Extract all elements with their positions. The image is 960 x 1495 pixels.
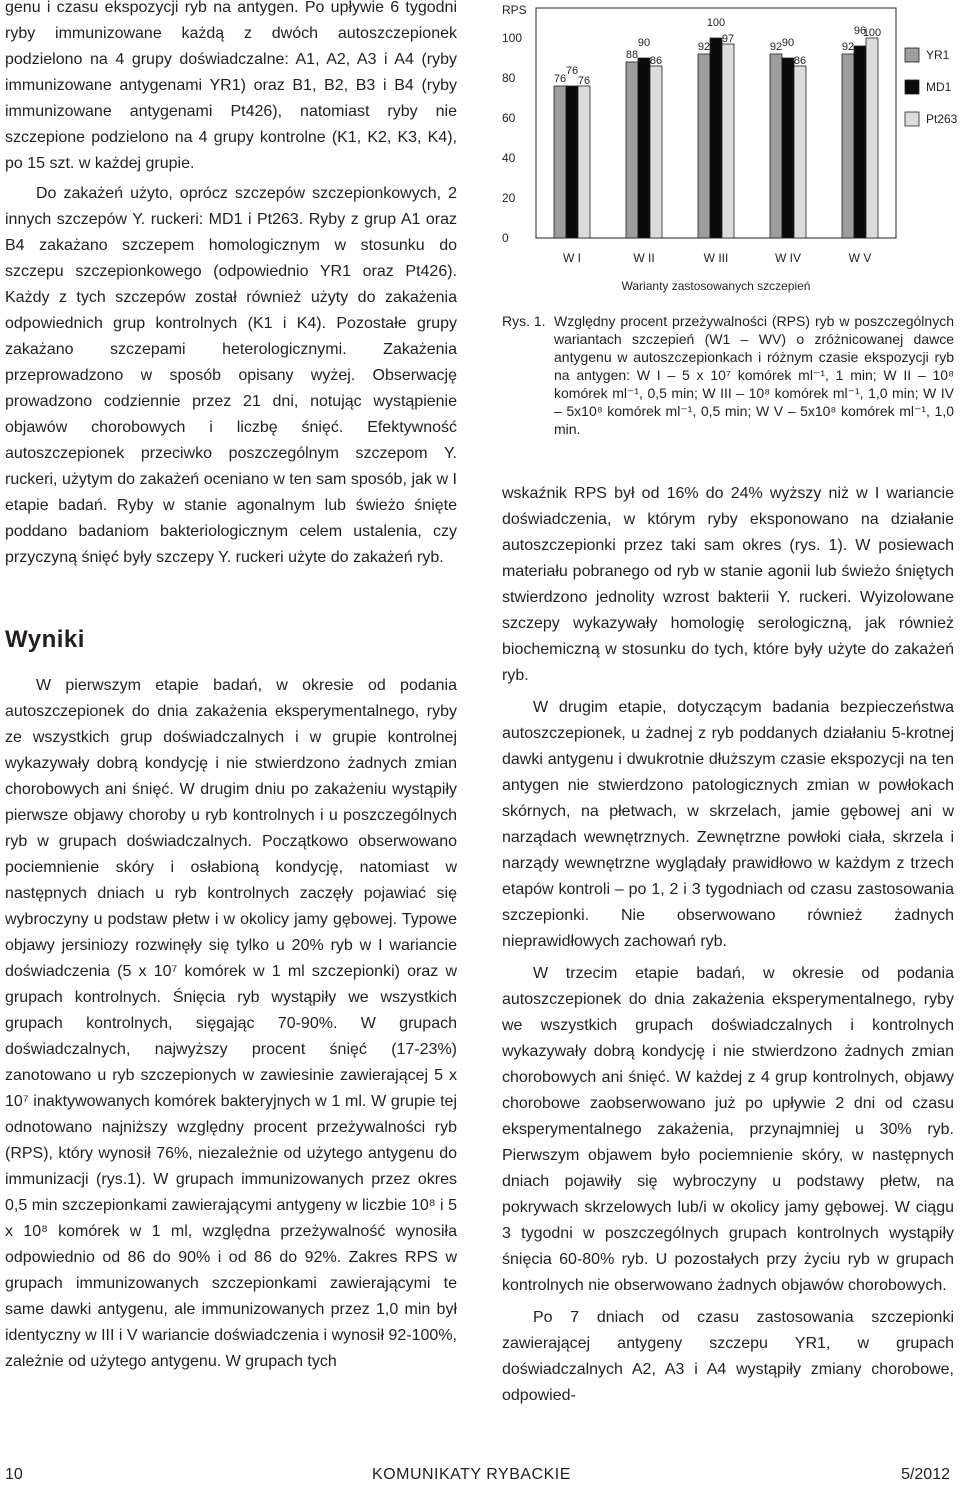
y-tick-label: 80 bbox=[502, 71, 516, 85]
legend-label-pt263: Pt263 bbox=[926, 112, 958, 126]
caption-text: Względny procent przeżywalności (RPS) ryb w poszczególnych wariantach szczepień (W1 – WV) o zróżnicowanej dawce antygenu w autoszczepionkach i różnym czasie ekspozycji ryb na antygen: W I – 5 x 10⁷ komórek ml⁻¹, 1 min; W II – 10⁸ komórek ml⁻¹, 0,5 min; W III – 10⁸ komórek ml⁻¹, 1,0 min; W IV – 5x10⁸ komórek ml⁻¹, 0,5 min; W V – 5x10⁸ komórek ml⁻¹, 1,0 min. bbox=[554, 313, 954, 437]
legend-swatch-pt263 bbox=[905, 112, 919, 126]
results-column bbox=[5, 673, 457, 1375]
right-paragraph-4: Po 7 dniach od czasu zastosowania szczepionki zawierającej antygeny szczepu YR1, w grupach doświadczalnych A2, A3 i A4 wystąpiły zmiany chorobowe, odpowied- bbox=[502, 1309, 954, 1404]
intro-paragraph-1: genu i czasu ekspozycji ryb na antygen. Po upływie 6 tygodni ryby immunizowane każdą z dwóch autoszczepionek podzielono na 4 grupy doświadczalne: A1, A2, A3 i A4 (ryby immunizowane antygenami YR1) oraz B1, B2, B3 i B4 (ryby immunizowane antygenami Pt426), natomiast ryby nie szczepione podzielono na 4 grupy kontrolne (K1, K2, K3, K4), po 15 szt. w każdej grupie. bbox=[5, 0, 457, 172]
bar-md1-0 bbox=[566, 86, 578, 238]
bar-md1-2 bbox=[710, 38, 722, 238]
bar-yr1-2 bbox=[698, 54, 710, 238]
right-column bbox=[502, 481, 954, 1409]
data-label: 76 bbox=[577, 75, 591, 87]
x-tick-label: W II bbox=[633, 251, 655, 265]
legend-label-yr1: YR1 bbox=[926, 48, 950, 62]
right-paragraph-1: wskaźnik RPS był od 16% do 24% wyższy niż w I wariancie doświadczenia, w którym ryby eksponowano na działanie autoszczepionki przez taki sam okres (rys. 1). W posiewach materiału pobranego od ryb w stanie agonii lub świeżo śniętych stwierdzono jednolity wzrost bakterii Y. ruckeri. Wyizolowane szczepy wykazywały homologię serologiczną, jak również biochemiczną w stosunku do tych, które były użyte do zakażeń ryb. bbox=[502, 485, 954, 684]
data-label: 88 bbox=[625, 49, 639, 61]
bar-yr1-4 bbox=[842, 54, 854, 238]
legend-swatch-yr1 bbox=[905, 48, 919, 62]
figure-caption bbox=[502, 312, 954, 438]
y-tick-label: 0 bbox=[502, 231, 509, 245]
data-label: 86 bbox=[793, 55, 807, 67]
page-number: 10 bbox=[5, 1466, 23, 1483]
data-label: 100 bbox=[862, 27, 882, 39]
y-axis-label: RPS bbox=[502, 3, 527, 17]
data-label: 92 bbox=[841, 41, 855, 53]
legend-label-md1: MD1 bbox=[926, 80, 952, 94]
x-axis-label: Warianty zastosowanych szczepień bbox=[621, 279, 811, 293]
bar-pt263-3 bbox=[794, 66, 806, 238]
data-label: 76 bbox=[553, 73, 567, 85]
data-label: 96 bbox=[853, 25, 867, 37]
data-label: 76 bbox=[565, 65, 579, 77]
bar-pt263-2 bbox=[722, 44, 734, 238]
journal-name: KOMUNIKATY RYBACKIE bbox=[372, 1466, 571, 1483]
data-label: 86 bbox=[649, 55, 663, 67]
y-tick-label: 40 bbox=[502, 151, 516, 165]
data-label: 92 bbox=[769, 41, 783, 53]
y-tick-label: 100 bbox=[502, 31, 523, 45]
journal-issue: 5/2012 bbox=[901, 1466, 950, 1483]
left-column bbox=[5, 0, 457, 571]
right-paragraph-2: W drugim etapie, dotyczącym badania bezpieczeństwa autoszczepionek, u żadnej z ryb poddanych działaniu 5-krotnej dawki antygenu i dwukrotnie dłuższym czasie ekspozycji na ten antygen nie stwierdzono patologicznych zmian w powłokach skórnych, na płetwach, w skrzelach, jamie gębowej ani w narządach wewnętrznych. Zewnętrzne powłoki ciała, skrzela i narządy wewnętrzne wyglądały prawidłowo w każdym z trzech etapów kontroli – po 1, 2 i 3 tygodniach od czasu zastosowania szczepionki. Nie obserwowano również żadnych nieprawidłowych zachowań ryb. bbox=[502, 699, 954, 950]
x-tick-label: W IV bbox=[775, 251, 801, 265]
bar-pt263-0 bbox=[578, 86, 590, 238]
caption-number: Rys. 1. bbox=[502, 313, 546, 329]
right-paragraph-3: W trzecim etapie badań, w okresie od podania autoszczepionek do dnia zakażenia eksperymentalnego, ryby we wszystkich grupach doświadczalnych i kontrolnych wykazywały dobrą kondycję i nie stwierdzono żadnych zmian chorobowych ani śnięć. W każdej z 4 grup kontrolnych, objawy chorobowe zaobserwowano już po upływie 2 dni od czasu eksperymentalnego zakażenia, przynajmniej u 30% ryb. Pierwszym objawem było pociemnienie skóry, w następnych dniach pojawiły się wybroczyny u podstawy płetw, na pokrywach skrzelowych lub/i w okolicy jamy gębowej. W ciągu 3 tygodni w poszczególnych grupach kontrolnych wystąpiły śnięcia 60-80% ryb. U pozostałych przy życiu ryb w grupach kontrolnych nie obserwowano żadnych objawów chorobowych. bbox=[502, 965, 954, 1294]
section-heading-results: Wyniki bbox=[5, 626, 85, 653]
bar-yr1-3 bbox=[770, 54, 782, 238]
y-tick-label: 60 bbox=[502, 111, 516, 125]
bar-md1-3 bbox=[782, 58, 794, 238]
rps-bar-chart bbox=[498, 0, 960, 300]
data-label: 100 bbox=[706, 17, 726, 29]
bar-yr1-1 bbox=[626, 62, 638, 238]
data-label: 90 bbox=[781, 37, 795, 49]
x-tick-label: W III bbox=[703, 251, 729, 265]
bar-md1-1 bbox=[638, 58, 650, 238]
x-tick-label: W I bbox=[563, 251, 581, 265]
bar-md1-4 bbox=[854, 46, 866, 238]
bar-pt263-4 bbox=[866, 38, 878, 238]
intro-paragraph-2: Do zakażeń użyto, oprócz szczepów szczepionkowych, 2 innych szczepów Y. ruckeri: MD1 i Pt263. Ryby z grup A1 oraz B4 zakażano szczepem homologicznym w stosunku do szczepu szczepionkowego (odpowiednio YR1 oraz Pt426). Każdy z tych szczepów został również użyty do zakażenia odpowiednich grup kontrolnych (K1 i K4). Pozostałe grupy zakażano szczepami heterologicznymi. Zakażenia przeprowadzono w sposób opisany wyżej. Obserwację prowadzono codziennie przez 21 dni, notując wystąpienie objawów chorobowych i liczbę śnięć. Efektywność autoszczepionek przeciwko poszczególnym szczepom Y. ruckeri, użytym do zakażeń oceniano w ten sam sposób, jak w I etapie badań. Ryby w stanie agonalnym lub świeżo śnięte poddano badaniom bakteriologicznym celem ustalenia, czy przyczyną śnięć były szczepy Y. ruckeri użyte do zakażeń ryb. bbox=[5, 185, 457, 566]
bar-yr1-0 bbox=[554, 86, 566, 238]
bar-pt263-1 bbox=[650, 66, 662, 238]
results-paragraph: W pierwszym etapie badań, w okresie od podania autoszczepionek do dnia zakażenia eksperymentalnego, ryby ze wszystkich grup doświadczalnych i w grupie kontrolnej wykazywały dobrą kondycję i nie stwierdzono żadnych zmian chorobowych ani śnięć. W drugim dniu po zakażeniu wystąpiły pierwsze objawy choroby u ryb kontrolnych i u poszczególnych ryb w grupach doświadczalnych. Początkowo obserwowano pociemnienie skóry i osłabioną kondycję, natomiast w następnych dniach u ryb kontrolnych zaczęły pojawiać się wybroczyny u podstaw płetw i w okolicy jamy gębowej. Typowe objawy jersiniozy rozwinęły się tylko u 20% ryb w I wariancie doświadczenia (5 x 10⁷ komórek w 1 ml szczepionki) oraz w grupach kontrolnych. Śnięcia ryb wystąpiły we wszystkich grupach kontrolnych, sięgając 70-90%. W grupach doświadczalnych, najwyższy procent śnięć (17-23%) zanotowano u ryb szczepionych w zawiesinie zawierającej 5 x 10⁷ inaktywowanych komórek bakteryjnych w 1 ml. W grupie tej odnotowano najniższy względny procent przeżywalności ryb (RPS), który wynosił 76%, niezależnie od użytego antygenu do immunizacji (rys.1). W grupach immunizowanych przez okres 0,5 min szczepionkami zawierającymi antygeny w liczbie 10⁸ i 5 x 10⁸ komórek w 1 ml, względna przeżywalność wynosiła odpowiednio od 86 do 90% i od 86 do 92%. Zakres RPS w grupach immunizowanych szczepionkami zawierającymi te same dawki antygenu, ale immunizowanych przez 1,0 min był identyczny w III i V wariancie doświadczenia i wynosił 92-100%, zależnie od użytego antygenu. W grupach tych bbox=[5, 677, 457, 1370]
legend-swatch-md1 bbox=[905, 80, 919, 94]
x-tick-label: W V bbox=[848, 251, 872, 265]
data-label: 92 bbox=[697, 41, 711, 53]
data-label: 90 bbox=[637, 37, 651, 49]
y-tick-label: 20 bbox=[502, 191, 516, 205]
data-label: 97 bbox=[721, 33, 735, 45]
